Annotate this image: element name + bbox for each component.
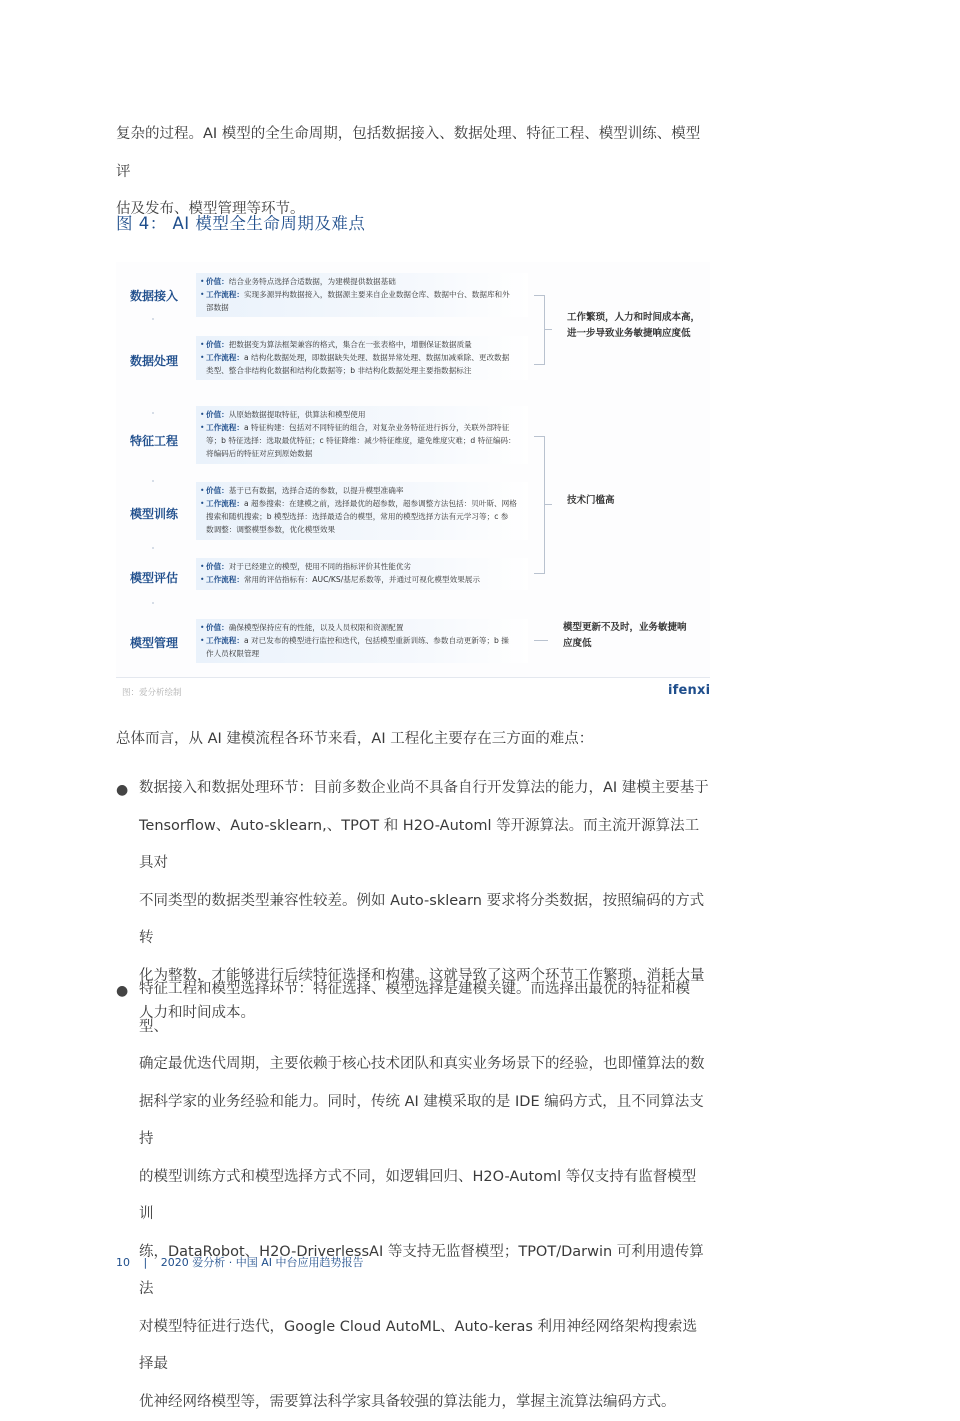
bullet-paragraph-feature: [139, 971, 709, 1421]
report-title: 2020 爱分析 · 中国 AI 中台应用趋势报告: [161, 1256, 364, 1269]
bullet-line: 确定最优迭代周期，主要依赖于核心技术团队和真实业务场景下的经验，也即懂算法的数: [139, 1046, 709, 1084]
value-text: 基于已有数据，选择合适的参数，以提升模型准确率: [229, 486, 404, 495]
flow-line: a 特征构建：包括对不同特征的组合，对复杂业务特征进行拆分，关联外部特征: [244, 423, 509, 432]
bullet-line: Tensorflow、Auto-sklearn,、TPOT 和 H2O-Automl 等开源算法。而主流开源算法工具对: [139, 808, 709, 883]
bullet-line: 练，DataRobot、H2O-DriverlessAI 等支持无监督模型；TPOT/Darwin 可利用遗传算法: [139, 1234, 709, 1309]
ifenxi-logo: ifenxi: [668, 683, 710, 698]
flow-key: 工作流程：: [206, 353, 244, 362]
note-tedious-work: [567, 310, 700, 342]
diagram-divider: [116, 677, 710, 678]
bullet-line: 不同类型的数据类型兼容性较差。例如 Auto-sklearn 要求将分类数据，按照编码的方式转: [139, 883, 709, 958]
bullet-dot: ●: [116, 983, 128, 999]
note-line: 应度低: [563, 636, 687, 652]
value-key: 价值：: [206, 277, 229, 286]
stage-label-model-training: 模型训练: [130, 505, 178, 522]
value-text: 从原始数据提取特征，供算法和模型使用: [229, 410, 366, 419]
figure-source: 图：爱分析绘制: [122, 686, 182, 698]
footer-separator: |: [144, 1256, 148, 1269]
flow-key: 工作流程：: [206, 499, 244, 508]
summary-paragraph: 总体而言，从 AI 建模流程各环节来看，AI 工程化主要存在三方面的难点：: [116, 721, 708, 759]
bullet-line: 特征工程和模型选择环节：特征选择、模型选择是建模关键。而选择出最优的特征和模型、: [139, 971, 709, 1046]
flow-key: 工作流程：: [206, 290, 244, 299]
connector-dot: [152, 412, 154, 414]
bracket-tick: [544, 504, 552, 505]
note-technical-barrier: 技术门槛高: [567, 493, 615, 509]
connector-dot: [152, 547, 154, 549]
flow-line: 类型、整合非结构化数据和结构化数据等；b 非结构化数据处理主要指数据标注: [206, 366, 471, 375]
flow-line: 作人员权限管理: [206, 649, 259, 658]
value-key: 价值：: [206, 486, 229, 495]
connector-dot: [152, 602, 154, 604]
flow-line: a 结构化数据处理，即数据缺失处理、数据异常处理、数据加减乘除、更改数据: [244, 353, 509, 362]
stage-box-model-management: [196, 619, 528, 663]
stage-box-model-evaluation: [196, 558, 528, 590]
flow-line: 常用的评估指标有：AUC/KS/基尼系数等，并通过可视化模型效果展示: [244, 575, 480, 584]
value-key: 价值：: [206, 562, 229, 571]
figure-title: 图 4： AI 模型全生命周期及难点: [116, 210, 365, 234]
value-key: 价值：: [206, 410, 229, 419]
note-line: 工作繁琐，人力和时间成本高，: [567, 310, 700, 326]
flow-key: 工作流程：: [206, 575, 244, 584]
bracket-data-stages: [534, 295, 545, 365]
bullet-line: 对模型特征进行迭代，Google Cloud AutoML、Auto-keras 利用神经网络架构搜索选择最: [139, 1309, 709, 1384]
flow-line: a 对已发布的模型进行监控和迭代，包括模型重新训练、参数自动更新等；b 操: [244, 636, 509, 645]
intro-line-2: 估及发布、模型管理等环节。: [116, 191, 708, 229]
bullet-line: 人力和时间成本。: [139, 995, 709, 1033]
bracket-tick-management: [534, 640, 548, 641]
stage-box-model-training: [196, 482, 528, 540]
bullet-line: 的模型训练方式和模型选择方式不同，如逻辑回归、H2O-Automl 等仅支持有监督模型训: [139, 1159, 709, 1234]
stage-box-feature-engineering: [196, 406, 528, 464]
bullet-line: 优神经网络模型等，需要算法科学家具备较强的算法能力，掌握主流算法编码方式。: [139, 1384, 709, 1421]
flow-line: 实现多源异构数据接入，数据源主要来自企业数据仓库、数据中台、数据库和外: [244, 290, 510, 299]
lifecycle-diagram: [116, 262, 710, 678]
flow-key: 工作流程：: [206, 423, 244, 432]
stage-label-model-management: 模型管理: [130, 634, 178, 651]
stage-label-data-ingest: 数据接入: [130, 287, 178, 304]
value-text: 结合业务特点选择合适数据，为建模提供数据基础: [229, 277, 396, 286]
bracket-model-stages: [534, 436, 545, 574]
flow-line: 部数据: [206, 303, 229, 312]
bullet-line: 据科学家的业务经验和能力。同时，传统 AI 建模采取的是 IDE 编码方式，且不同算法支持: [139, 1084, 709, 1159]
value-key: 价值：: [206, 340, 229, 349]
intro-line-1: 复杂的过程。AI 模型的全生命周期，包括数据接入、数据处理、特征工程、模型训练、模型评: [116, 116, 708, 191]
connector-dot: [152, 480, 154, 482]
note-line: 模型更新不及时，业务敏捷响: [563, 620, 687, 636]
connector-dot: [152, 318, 154, 320]
value-text: 对于已经建立的模型，使用不同的指标评价其性能优劣: [229, 562, 411, 571]
value-key: 价值：: [206, 623, 229, 632]
stage-label-feature-engineering: 特征工程: [130, 432, 178, 449]
bullet-line: 数据接入和数据处理环节：目前多数企业尚不具备自行开发算法的能力，AI 建模主要基于: [139, 770, 709, 808]
bullet-line: 化为整数，才能够进行后续特征选择和构建。这就导致了这两个环节工作繁琐，消耗大量: [139, 958, 709, 996]
flow-line: 将编码后的特征对应到原始数据: [206, 449, 312, 458]
value-text: 确保模型保持应有的性能，以及人员权限和资源配置: [229, 623, 404, 632]
flow-line: a 超参搜索：在建模之前，选择最优的超参数，超参调整方法包括：贝叶斯、网格: [244, 499, 517, 508]
flow-line: 搜索和随机搜索；b 模型选择：选择最适合的模型，常用的模型选择方法有元学习等；c 参: [206, 512, 508, 521]
value-text: 把数据变为算法框架兼容的格式，集合在一张表格中，增删保证数据质量: [229, 340, 472, 349]
note-update-lag: [563, 620, 687, 652]
bullet-dot: ●: [116, 782, 128, 798]
stage-label-model-evaluation: 模型评估: [130, 569, 178, 586]
stage-box-data-ingest: [196, 273, 528, 317]
flow-line: 等；b 特征选择：选取最优特征；c 特征降维：减少特征维度，避免维度灾难；d 特征编码：: [206, 436, 516, 445]
bracket-tick: [544, 329, 552, 330]
stage-label-data-processing: 数据处理: [130, 352, 178, 369]
note-line: 进一步导致业务敏捷响应度低: [567, 326, 700, 342]
page-footer: [116, 1254, 363, 1270]
stage-box-data-processing: [196, 336, 528, 380]
page-number: 10: [116, 1256, 130, 1269]
flow-key: 工作流程：: [206, 636, 244, 645]
flow-line: 数调整：调整模型参数，优化模型效果: [206, 525, 335, 534]
